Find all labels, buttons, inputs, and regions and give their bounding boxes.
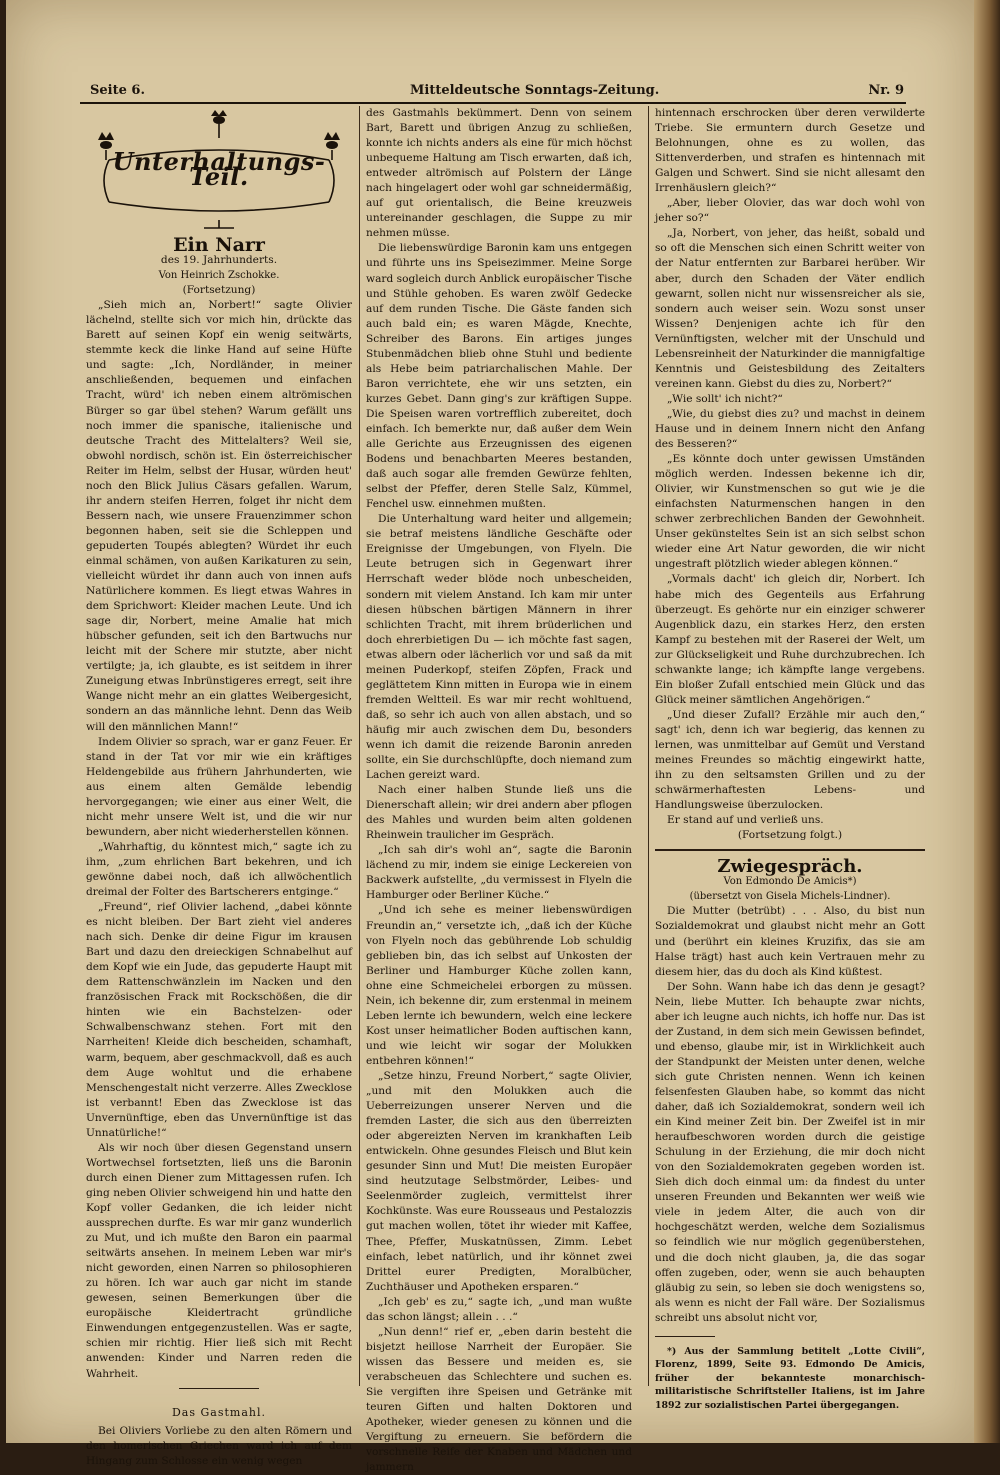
paragraph: „Ja, Norbert, von jeher, das heißt, sobald und so oft die Menschen sich einen Schritt weiter von der Natur entfernten zur Barbarei herüber. Wir aber, durch den Schaden der Väter endlich gewarnt, sollen nicht nur wissensreicher als sie, sondern auch weiser sein. Wozu sonst unser Wissen? Denjenigen achte ich für den Vernünftigsten, welcher mit der Unschuld und Lebensreinheit der Naturkinder die mannigfaltige Kenntnis und Geistesbildung des Zeitalters vereinen kann. Giebst du dies zu, Norbert?“ <box>655 227 925 390</box>
paragraph: „Wahrhaftig, du könntest mich,“ sagte ich zu ihm, „zum ehrlichen Bart bekehren, und ich gewönne dabei noch, daß ich allwöchentlich dreimal der Folter des Bartscherers entginge.“ <box>86 840 352 899</box>
paragraph: „Vormals dacht' ich gleich dir, Norbert. Ich habe mich des Gegenteils aus Erfahrung überzeugt. Es gehörte nur ein einziger schwerer Augenblick dazu, ein starkes Herz, den ersten Kampf zu bestehen mit der Raserei der Welt, um zur Glückseligkeit und Ruhe durchzubrechen. Ich schwankte lange; ich kämpfte lange vergebens. Ein bloßer Zufall entschied mein Glück und das Glück meiner sämtlichen Angehörigen.“ <box>655 573 925 706</box>
paragraph: „Aber, lieber Olovier, das war doch wohl von jeher so?“ <box>655 197 925 225</box>
paragraph: „Und ich sehe es meiner liebenswürdigen Freundin an,“ versetzte ich, „daß ich der Küche von Flyeln noch das gebührende Lob schuldig geblieben bin, das ich selbst auf Unkosten der Berliner und Hamburger Küche zollen kann, ohne eine Schmeichelei erborgen zu müssen. Nein, ich bekenne dir, zum erstenmal in meinem Leben lernte ich bewundern, welch eine leckere Kost unser heimatlicher Boden auftischen kann, und wie leicht wir sogar der Molukken entbehren können!“ <box>366 904 632 1067</box>
paragraph: Der Sohn. Wann habe ich das denn je gesagt? Nein, liebe Mutter. Ich behaupte zwar nichts, aber ich leugne auch nichts, ich hoffe nur. Das ist der Zustand, in dem sich mein Gewissen befindet, und ebenso, glaube mir, ist in Wirklichkeit auch der Standpunkt der Meisten unter denen, welche sich gute Christen nennen. Wenn ich keinen felsenfesten Glauben habe, so kommt das nicht daher, daß ich Sozialdemokrat, sondern weil ich ein Kind meiner Zeit bin. Der Zweifel ist in mir heraufbeschworen worden durch die geistige Schulung in der Erziehung, die mir doch nicht von den Sozialdemokraten gegeben worden ist. Sieh dich doch einmal um: da findest du unter unseren Freunden und Bekannten wer weiß wie viele in jedem Alter, die auch von dir hochgeschätzt werden, welche dem Sozialismus so feindlich wie nur möglich gegenüberstehen, und die doch nicht glauben, ja, die das sogar offen zugeben, oder, wenn sie auch behaupten gläubig zu sein, so leben sie doch wenigstens so, als wenn es nicht der Fall wäre. Der Sozialismus schreibt uns absolut nicht vor, <box>655 980 925 1324</box>
footnote-rule <box>655 1336 715 1337</box>
paragraph: Indem Olivier so sprach, war er ganz Feuer. Er stand in der Tat vor mir wie ein kräftiges Heldengebilde aus frühern Jahrhunderten, wie aus einem alten Gemälde lebendig hervorgegangen; wie einer aus einer Welt, die nicht mehr unsere Welt ist, und die wir nur bewundern, aber nicht wiederherstellen können. <box>86 735 352 838</box>
paragraph: „Freund“, rief Olivier lachend, „dabei könnte es nicht bleiben. Der Bart zieht viel anderes nach sich. Denke dir deine Figur im krausen Bart und dazu den dreieckigen Schnabelhut auf dem Kopf wie ein Jude, das gepuderte Haupt mit dem Rattenschwänzlein im Nacken und den französischen Frack mit Rockschößen, die dir hinten wie ein Bachstelzen- oder Schwalbenschwanz stehen. Fort mit den Narrheiten! Kleide dich bescheiden, schamhaft, warm, bequem, aber geschmackvoll, daß es auch dem Auge wohltut und die erhabene Menschengestalt nicht verzerre. Alles Zwecklose ist verbannt! Eben das Zwecklose ist das Unvernünftige, eben das Unvernünftige ist das Unnatürliche!“ <box>86 901 352 1139</box>
column-rule <box>648 106 649 1386</box>
zwiegespraech-author: Von Edmondo De Amicis*) <box>723 876 857 888</box>
issue-number: Nr. 9 <box>868 83 904 98</box>
paragraph: „Wie sollt' ich nicht?“ <box>667 392 783 405</box>
paragraph: „Setze hinzu, Freund Norbert,“ sagte Olivier, „und mit den Molukken auch die Ueberreizungen unserer Nerven und die fremden Laster, die sich aus den überreizten oder abgereizten Nerven im krankhaften Leib entwickeln. Ohne gesundes Fleisch und Blut kein gesunder Sinn und Mut! Die meisten Europäer sind heutzutage Selbstmörder, Leibes- und Seelenmörder zugleich, vermittelst ihrer Kochkünste. Was eure Rousseaus und Pestalozzis gut machen wollen, tötet ihr wieder mit Kaffee, Thee, Pfeffer, Muskatnüssen, Zimm. Lebet einfach, lebet natürlich, und ihr könnet zwei Drittel eurer Predigten, Moralbücher, Zuchthäuser und Apotheken ersparen.“ <box>366 1070 632 1293</box>
paragraph: „Ich sah dir's wohl an“, sagte die Baronin lächend zu mir, indem sie einige Leckereien von Backwerk aufstellte, „du vermissest in Flyeln die Hamburger oder Berliner Küche.“ <box>366 844 632 902</box>
story-author: Von Heinrich Zschokke. <box>158 270 280 282</box>
continuation-note: (Fortsetzung) <box>182 284 256 297</box>
paragraph: Die Unterhaltung ward heiter und allgemein; sie betraf meistens ländliche Geschäfte oder Ereignisse der Umgebungen, von Flyeln. Die Leute betrugen sich in Gegenwart ihrer Herrschaft weder blöde noch unbescheiden, sondern mit vielem Anstand. Ich kam mir unter diesen hübschen bärtigen Männern in ihrer schlichten Tracht, mit ihrem brüderlichen und doch ehrerbietigen Du — ich möchte fast sagen, etwas albern oder lächerlich vor und saß da mit meinen Puderkopf, steifen Zöpfen, Frack und geglättetem Kinn mitten in Europa wie in einem fremden Weltteil. Es war mir recht wohltuend, daß, so sehr ich auch von allen abstach, und so häufig mir auch zwischen dem Du, besonders wenn ich damit die reizende Baronin anreden sollte, ein Sie durchschlüpfte, doch niemand zum Lachen gereizt ward. <box>366 513 632 782</box>
paragraph: „Und dieser Zufall? Erzähle mir auch den,“ sagt' ich, denn ich war begierig, das kennen zu lernen, was unmittelbar auf Gemüt und Verstand meines Freundes so mächtig eingewirkt hatte, ihn zu den seltsamsten Grillen und zu der schwärmerhaftesten Lebens- und Handlungsweise überzulocken. <box>655 708 925 812</box>
page-header <box>80 80 906 104</box>
page-number: Seite 6. <box>90 83 145 98</box>
column-3 <box>655 106 925 1411</box>
newspaper-name: Mitteldeutsche Sonntags-Zeitung. <box>410 83 660 98</box>
paragraph: „Sieh mich an, Norbert!“ sagte Olivier lächelnd, stellte sich vor mich hin, drückte das Barett auf seinen Kopf ein wenig seitwärts, stemmte keck die linke Hand auf seine Hüfte und sagte: „Ich, Nordländer, in meiner anschließenden, bequemen und einfachen Tracht, würd' ich neben einem altrömischen Bürger so gar übel stehen? Warum gefällt uns noch immer die spanische, italienische und deutsche Tracht des Mittelalters? Weil sie, obwohl nordisch, schön ist. Ein österreichischer Reiter im Helm, selbst der Husar, würden heut' noch den Blick Julius Cäsars gefallen. Warum, ihr andern steifen Herren, folget ihr nicht dem Bessern nach, wie unsere Frauenzimmer schon begonnen haben, seit sie die Schleppen und gepuderten Toupés ablegten? Würdet ihr euch einmal schämen, von außen Karikaturen zu sein, vielleicht würdet ihr dann auch von innen aufs Natürlichere kommen. Es liegt etwas Wahres in dem Sprichwort: Kleider machen Leute. Und ich sage dir, Norbert, meine Amalie hat mich hübscher gefunden, seit ich den Bartwuchs nur leicht mit der Schere mir stutzte, aber nicht vertilgte; ja, ich glaubte, es ist seitdem in ihrer Zuneigung etwas Inbrünstigeres erregt, seit ihre Wange nicht mehr an ein glattes Weibergesicht, sondern an das männliche lehnt. Denn das Weib will den männlichen Mann!“ <box>86 299 352 733</box>
story-subtitle: des 19. Jahrhunderts. <box>160 254 278 267</box>
paragraph: „Ich geb' es zu,“ sagte ich, „und man wußte das schon längst; allein . . .“ <box>366 1295 632 1323</box>
paragraph: Die Mutter (betrübt) . . . Also, du bist nun Sozialdemokrat und glaubst nicht mehr an Gott und (berührt ein kleines Kruzifix, das sie am Halse trägt) hast auch kein Vertrauen mehr zu diesem hier, das du doch als Kind küßtest. <box>655 905 925 978</box>
paragraph: des Gastmahls bekümmert. Denn von seinem Bart, Barett und übrigen Anzug zu schließen, konnte ich nichts anders als eine für mich höchst unbequeme Haltung am Tisch erwarten, daß ich, entweder altrömisch auf Polstern der Länge nach hingelagert oder wohl gar schneidermäßig, auf gut orientalisch, die Beine kreuzweis untereinander geschlagen, die Suppe zu mir nehmen müsse. <box>366 107 632 240</box>
book-binding-edge <box>974 0 1000 1443</box>
column-1 <box>86 106 352 1467</box>
footnote: *) Aus der Sammlung betitelt „Lotte Civili“, Florenz, 1899, Seite 93. Edmondo De Amicis, früher der bekannteste monarchisch-militaristische Schriftsteller Italiens, ist im Jahre 1892 zur sozialistischen Partei übergegangen. <box>655 1345 925 1411</box>
section-title: Unterhaltungs-Teil. <box>112 147 326 192</box>
paragraph: Er stand auf und verließ uns. <box>667 814 824 827</box>
paragraph: Nach einer halben Stunde ließ uns die Dienerschaft allein; wir drei andern aber pflogen des Mahles und wurden beim alten goldenen Rheinwein traulicher im Gespräch. <box>366 784 632 842</box>
paragraph: „Es könnte doch unter gewissen Umständen möglich werden. Indessen bekenne ich dir, Olivier, wir Kunstmenschen so gut wie je die einfachsten Naturmenschen hangen in den schwer zerbrechlichen Banden der Gewohnheit. Unser gekünsteltes Sein ist an sich selbst schon wieder eine Art Natur geworden, die wir nicht ungestraft plötzlich wieder ablegen können.“ <box>655 453 925 571</box>
section-title-ornament <box>94 110 344 232</box>
story-title: Ein Narr <box>173 234 265 256</box>
divider <box>179 1388 259 1389</box>
column-2 <box>366 106 632 1474</box>
paragraph: „Wie, du giebst dies zu? und machst in deinem Hause und in deinem Innern nicht den Anfang des Besseren?“ <box>655 407 925 451</box>
paragraph: Bei Oliviers Vorliebe zu den alten Römern und den homerischen Griechen ward ich auf dem Hingang zum Schlosse ein wenig wegen <box>86 1424 352 1467</box>
paragraph: „Nun denn!“ rief er, „eben darin besteht die bisjetzt heillose Narrheit der Europäer. Sie wissen das Bessere und meiden es, sie verabscheuen das Schlechtere und suchen es. Sie vergiften ihre Speisen und Getränke mit teuren Giften und halten Doktoren und Apotheker, wieder genesen zu können und die Vergiftung zu erneuern. Sie befördern die vorschnelle Reife der Knaben und Mädchen und jammern <box>366 1325 632 1474</box>
divider <box>655 849 925 851</box>
paragraph: Als wir noch über diesen Gegenstand unsern Wortwechsel fortsetzten, ließ uns die Baronin durch einen Diener zum Mittagessen rufen. Ich ging neben Olivier schweigend hin und hatte den Kopf voller Gedanken, die ich leider nicht aussprechen durfte. Es war mir ganz wunderlich zu Mut, und ich mußte den Baron ein paarmal seitwärts ansehen. In meinem Leben war mir's nicht geworden, einen Narren so philosophieren zu hören. Ich war auch gar nicht im stande gewesen, seinen Bemerkungen über die europäische Kleidertracht gründliche Einwendungen entgegenzustellen. Was er sagte, schien mir richtig. Hier ließ sich mit Recht anwenden: Kinder und Narren reden die Wahrheit. <box>86 1141 352 1380</box>
paragraph: Die liebenswürdige Baronin kam uns entgegen und führte uns ins Speisezimmer. Meine Sorge ward sogleich durch Anblick europäischer Tische und Stühle gehoben. Es waren zwölf Gedecke auf dem runden Tische. Die Gäste fanden sich auch bald ein; es waren Mägde, Knechte, Schreiber des Barons. Ein artiges junges Stubenmädchen blieb ohne Stuhl und bediente als Hebe beim patriarchalischen Mahle. Der Baron verrichtete, ehe wir uns setzten, ein kurzes Gebet. Dann ging's zur kräftigen Suppe. Die Speisen waren vortrefflich zubereitet, doch einfach. Ich bemerkte nur, daß außer dem Wein alle Gerichte aus Erzeugnissen des eigenen Bodens und benachbarten Meeres bestanden, daß auch sogar alle fremden Gewürze fehlten, selbst der Pfeffer, deren Stelle Salz, Kümmel, Fenchel usw. einnehmen mußten. <box>366 242 632 511</box>
column-rule <box>359 106 360 1386</box>
zwiegespraech-title: Zwiegespräch. <box>717 856 863 878</box>
zwiegespraech-translator: (übersetzt von Gisela Michels-Lindner). <box>689 891 891 903</box>
paragraph: hintennach erschrocken über deren verwilderte Triebe. Sie ermuntern durch Gesetze und Belohnungen, ohne es zu wollen, das Sittenverderben, und strafen es hintennach mit Galgen und Schwert. Sind sie nicht allesamt den Irrenhäuslern gleich?“ <box>655 107 925 195</box>
to-be-continued: (Fortsetzung folgt.) <box>737 829 843 842</box>
subheading: Das Gastmahl. <box>171 1405 267 1419</box>
